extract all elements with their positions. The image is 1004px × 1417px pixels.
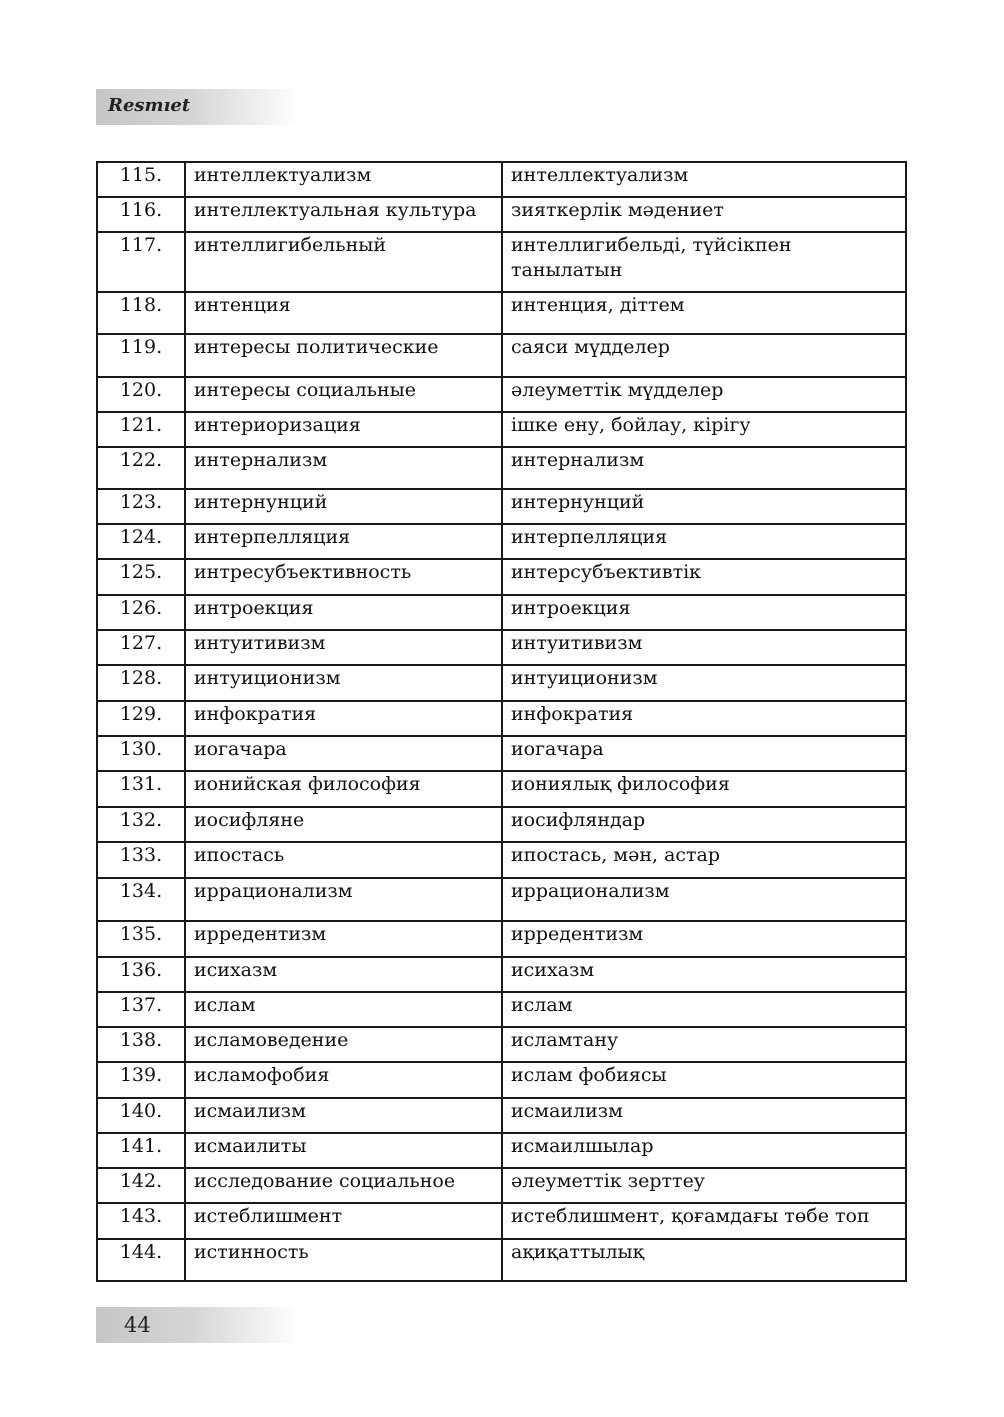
table-row <box>97 807 906 842</box>
term-kazakh: интеллектуализм <box>502 162 906 197</box>
table-row <box>97 334 906 377</box>
entry-number: 136. <box>97 957 185 992</box>
term-kazakh: исмаилшылар <box>502 1133 906 1168</box>
table-row <box>97 1168 906 1203</box>
table-row <box>97 489 906 524</box>
term-russian: интернунций <box>185 489 502 524</box>
table-row <box>97 1133 906 1168</box>
table-row <box>97 197 906 232</box>
term-kazakh: ислам фобиясы <box>502 1062 906 1098</box>
entry-number: 132. <box>97 807 185 842</box>
table-row <box>97 1027 906 1062</box>
term-kazakh: иосифляндар <box>502 807 906 842</box>
entry-number: 120. <box>97 377 185 412</box>
term-russian: исламоведение <box>185 1027 502 1062</box>
entry-number: 127. <box>97 630 185 665</box>
term-kazakh: ипостась, мән, астар <box>502 842 906 878</box>
entry-number: 130. <box>97 736 185 771</box>
term-russian: исследование социальное <box>185 1168 502 1203</box>
term-russian: интеллектуальная культура <box>185 197 502 232</box>
entry-number: 115. <box>97 162 185 197</box>
table-row <box>97 232 906 292</box>
term-kazakh: исихазм <box>502 957 906 992</box>
term-russian: ислам <box>185 992 502 1027</box>
table-row <box>97 842 906 878</box>
table-row <box>97 524 906 559</box>
term-russian: исихазм <box>185 957 502 992</box>
entry-number: 119. <box>97 334 185 377</box>
table-row <box>97 377 906 412</box>
entry-number: 123. <box>97 489 185 524</box>
page-number: 44 <box>124 1313 151 1337</box>
term-kazakh: интерсубъективтік <box>502 559 906 595</box>
entry-number: 118. <box>97 292 185 334</box>
term-kazakh: әлеуметтік мүдделер <box>502 377 906 412</box>
table-row <box>97 736 906 771</box>
entry-number: 122. <box>97 447 185 489</box>
table-row <box>97 878 906 921</box>
entry-number: 137. <box>97 992 185 1027</box>
entry-number: 135. <box>97 921 185 957</box>
term-kazakh: исмаилизм <box>502 1098 906 1133</box>
entry-number: 117. <box>97 232 185 292</box>
term-kazakh: ақиқаттылық <box>502 1239 906 1281</box>
term-kazakh: иогачара <box>502 736 906 771</box>
term-kazakh: иррационализм <box>502 878 906 921</box>
table-row <box>97 701 906 736</box>
entry-number: 124. <box>97 524 185 559</box>
term-russian: иосифляне <box>185 807 502 842</box>
entry-number: 134. <box>97 878 185 921</box>
term-kazakh: инфократия <box>502 701 906 736</box>
table-row <box>97 921 906 957</box>
table-row <box>97 412 906 447</box>
term-russian: ипостась <box>185 842 502 878</box>
term-kazakh: исламтану <box>502 1027 906 1062</box>
term-russian: ирредентизм <box>185 921 502 957</box>
running-header: Resmıet <box>108 95 191 116</box>
term-russian: истеблишмент <box>185 1203 502 1239</box>
table-row <box>97 1062 906 1098</box>
entry-number: 142. <box>97 1168 185 1203</box>
table-row <box>97 1239 906 1281</box>
term-russian: интериоризация <box>185 412 502 447</box>
table-row <box>97 162 906 197</box>
term-kazakh: әлеуметтік зерттеу <box>502 1168 906 1203</box>
table-row <box>97 771 906 807</box>
entry-number: 121. <box>97 412 185 447</box>
entry-number: 131. <box>97 771 185 807</box>
entry-number: 144. <box>97 1239 185 1281</box>
entry-number: 138. <box>97 1027 185 1062</box>
term-russian: интуиционизм <box>185 665 502 701</box>
term-kazakh: саяси мүдделер <box>502 334 906 377</box>
term-kazakh: интернунций <box>502 489 906 524</box>
table-row <box>97 1203 906 1239</box>
term-russian: интуитивизм <box>185 630 502 665</box>
term-kazakh: интуиционизм <box>502 665 906 701</box>
entry-number: 143. <box>97 1203 185 1239</box>
term-russian: исламофобия <box>185 1062 502 1098</box>
entry-number: 129. <box>97 701 185 736</box>
term-russian: интеллигибельный <box>185 232 502 292</box>
entry-number: 139. <box>97 1062 185 1098</box>
table-row <box>97 992 906 1027</box>
term-kazakh: интенция, діттем <box>502 292 906 334</box>
term-kazakh: истеблишмент, қоғамдағы төбе топ <box>502 1203 906 1239</box>
term-kazakh: ішке ену, бойлау, кірігу <box>502 412 906 447</box>
entry-number: 128. <box>97 665 185 701</box>
term-kazakh: интернализм <box>502 447 906 489</box>
entry-number: 125. <box>97 559 185 595</box>
term-russian: истинность <box>185 1239 502 1281</box>
term-russian: интерпелляция <box>185 524 502 559</box>
table-row <box>97 292 906 334</box>
table-row <box>97 559 906 595</box>
term-russian: интеллектуализм <box>185 162 502 197</box>
term-kazakh: интуитивизм <box>502 630 906 665</box>
term-russian: интересы социальные <box>185 377 502 412</box>
term-russian: интересы политические <box>185 334 502 377</box>
entry-number: 141. <box>97 1133 185 1168</box>
table-row <box>97 1098 906 1133</box>
term-kazakh: ислам <box>502 992 906 1027</box>
term-russian: исмаилизм <box>185 1098 502 1133</box>
term-russian: инфократия <box>185 701 502 736</box>
entry-number: 133. <box>97 842 185 878</box>
glossary-table <box>96 161 907 1282</box>
term-russian: интресубъективность <box>185 559 502 595</box>
table-row <box>97 630 906 665</box>
term-kazakh: иониялық философия <box>502 771 906 807</box>
entry-number: 126. <box>97 595 185 630</box>
table-row <box>97 447 906 489</box>
term-kazakh: интеллигибельді, түйсікпен танылатын <box>502 232 906 292</box>
table-row <box>97 665 906 701</box>
term-russian: ионийская философия <box>185 771 502 807</box>
entry-number: 116. <box>97 197 185 232</box>
table-row <box>97 595 906 630</box>
term-russian: иогачара <box>185 736 502 771</box>
table-row <box>97 957 906 992</box>
term-kazakh: интерпелляция <box>502 524 906 559</box>
term-kazakh: ирредентизм <box>502 921 906 957</box>
term-russian: интроекция <box>185 595 502 630</box>
term-russian: иррационализм <box>185 878 502 921</box>
term-kazakh: зияткерлік мәдениет <box>502 197 906 232</box>
term-russian: интернализм <box>185 447 502 489</box>
term-kazakh: интроекция <box>502 595 906 630</box>
term-russian: исмаилиты <box>185 1133 502 1168</box>
term-russian: интенция <box>185 292 502 334</box>
entry-number: 140. <box>97 1098 185 1133</box>
